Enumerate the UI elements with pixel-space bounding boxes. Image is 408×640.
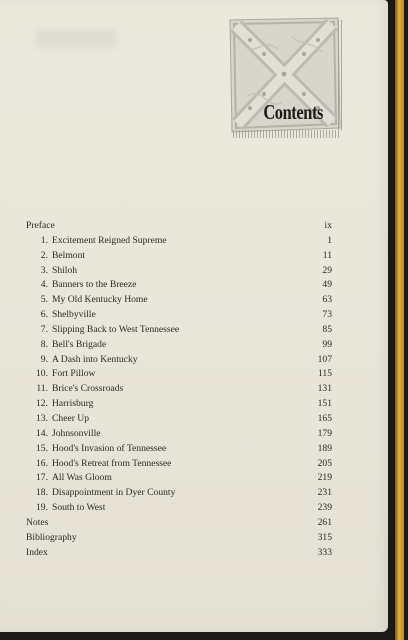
toc-number: 16. <box>36 457 48 469</box>
toc-title: All Was Gloom <box>52 472 112 484</box>
toc-number: 1. <box>40 234 48 246</box>
toc-number: 15. <box>36 442 48 454</box>
toc-page: 29 <box>322 264 332 276</box>
toc-page: 11 <box>322 249 332 261</box>
toc-page: 107 <box>317 353 332 365</box>
toc-page: 219 <box>317 472 332 484</box>
toc-page: 85 <box>322 323 332 335</box>
toc-title: A Dash into Kentucky <box>52 353 138 365</box>
toc-entry <box>26 501 332 516</box>
toc-entry <box>26 353 332 368</box>
toc-entry <box>26 471 332 486</box>
toc-number: 8. <box>40 338 48 350</box>
toc-number: 9. <box>40 353 48 365</box>
toc-entry <box>26 412 332 427</box>
toc-entry <box>26 427 332 442</box>
toc-title: Hood's Retreat from Tennessee <box>52 457 172 469</box>
toc-page: 239 <box>317 502 332 514</box>
toc-title: Index <box>26 546 48 558</box>
toc-page: 115 <box>317 368 332 380</box>
table-of-contents <box>26 219 332 560</box>
toc-title: Preface <box>26 220 55 231</box>
toc-page: 165 <box>317 412 332 424</box>
toc-page: 49 <box>322 279 332 291</box>
toc-title: My Old Kentucky Home <box>52 294 148 306</box>
toc-title: Fort Pillow <box>52 368 96 380</box>
toc-title: Belmont <box>52 249 86 261</box>
toc-entry <box>26 293 332 308</box>
toc-number: 13. <box>36 412 48 424</box>
toc-page: 73 <box>322 309 332 321</box>
toc-entry <box>26 367 332 382</box>
toc-number: 2. <box>40 249 48 261</box>
toc-title: South to West <box>52 502 106 514</box>
toc-entry <box>26 308 332 323</box>
toc-page: 63 <box>322 294 332 306</box>
toc-title: Cheer Up <box>52 412 90 424</box>
toc-number: 12. <box>36 398 48 410</box>
toc-page: 179 <box>317 427 332 439</box>
toc-page: ix <box>324 220 332 231</box>
toc-entry <box>26 264 332 279</box>
toc-page: 189 <box>317 442 332 454</box>
toc-entry <box>26 486 332 501</box>
toc-page: 151 <box>317 398 332 410</box>
toc-entry-bibliography <box>26 531 332 546</box>
toc-page: 261 <box>317 516 332 528</box>
toc-entry <box>26 397 332 412</box>
toc-page: 205 <box>317 457 332 469</box>
toc-number: 3. <box>40 264 48 276</box>
toc-title: Bibliography <box>26 531 77 543</box>
toc-title: Harrisburg <box>52 398 94 410</box>
toc-title: Banners to the Breeze <box>52 279 137 291</box>
toc-number: 18. <box>36 487 48 499</box>
toc-number: 19. <box>36 502 48 514</box>
toc-entry <box>26 442 332 457</box>
ink-bleed-through <box>36 30 116 48</box>
toc-number: 5. <box>40 294 48 306</box>
toc-number: 6. <box>40 309 48 321</box>
toc-number: 4. <box>40 279 48 291</box>
toc-title: Shiloh <box>52 264 78 276</box>
toc-page: 99 <box>322 338 332 350</box>
toc-title: Notes <box>26 516 49 528</box>
contents-heading: Contents <box>263 100 324 124</box>
toc-title: Excitement Reigned Supreme <box>52 234 167 246</box>
toc-number: 10. <box>36 368 48 380</box>
toc-page: 315 <box>317 531 332 543</box>
toc-entry <box>26 278 332 293</box>
toc-entry-notes <box>26 516 332 531</box>
toc-entry-preface <box>26 219 332 234</box>
toc-number: 14. <box>36 427 48 439</box>
gilt-page-edge <box>395 0 404 640</box>
toc-page: 333 <box>317 546 332 558</box>
toc-title: Disappointment in Dyer County <box>52 487 176 499</box>
toc-title: Bell's Brigade <box>52 338 107 350</box>
toc-title: Hood's Invasion of Tennessee <box>52 442 167 454</box>
toc-number: 11. <box>36 383 48 395</box>
toc-entry <box>26 249 332 264</box>
toc-number: 17. <box>36 472 48 484</box>
toc-entry <box>26 457 332 472</box>
toc-page: 231 <box>317 487 332 499</box>
toc-title: Shelbyville <box>52 309 96 321</box>
toc-entry <box>26 234 332 249</box>
toc-entry <box>26 382 332 397</box>
toc-entry <box>26 338 332 353</box>
toc-page: 131 <box>317 383 332 395</box>
toc-entry-index <box>26 546 332 561</box>
toc-number: 7. <box>40 323 48 335</box>
toc-page: 1 <box>327 234 332 246</box>
toc-title: Slipping Back to West Tennessee <box>52 323 180 335</box>
toc-entry <box>26 323 332 338</box>
toc-title: Johnsonville <box>52 427 101 439</box>
toc-title: Brice's Crossroads <box>52 383 124 395</box>
